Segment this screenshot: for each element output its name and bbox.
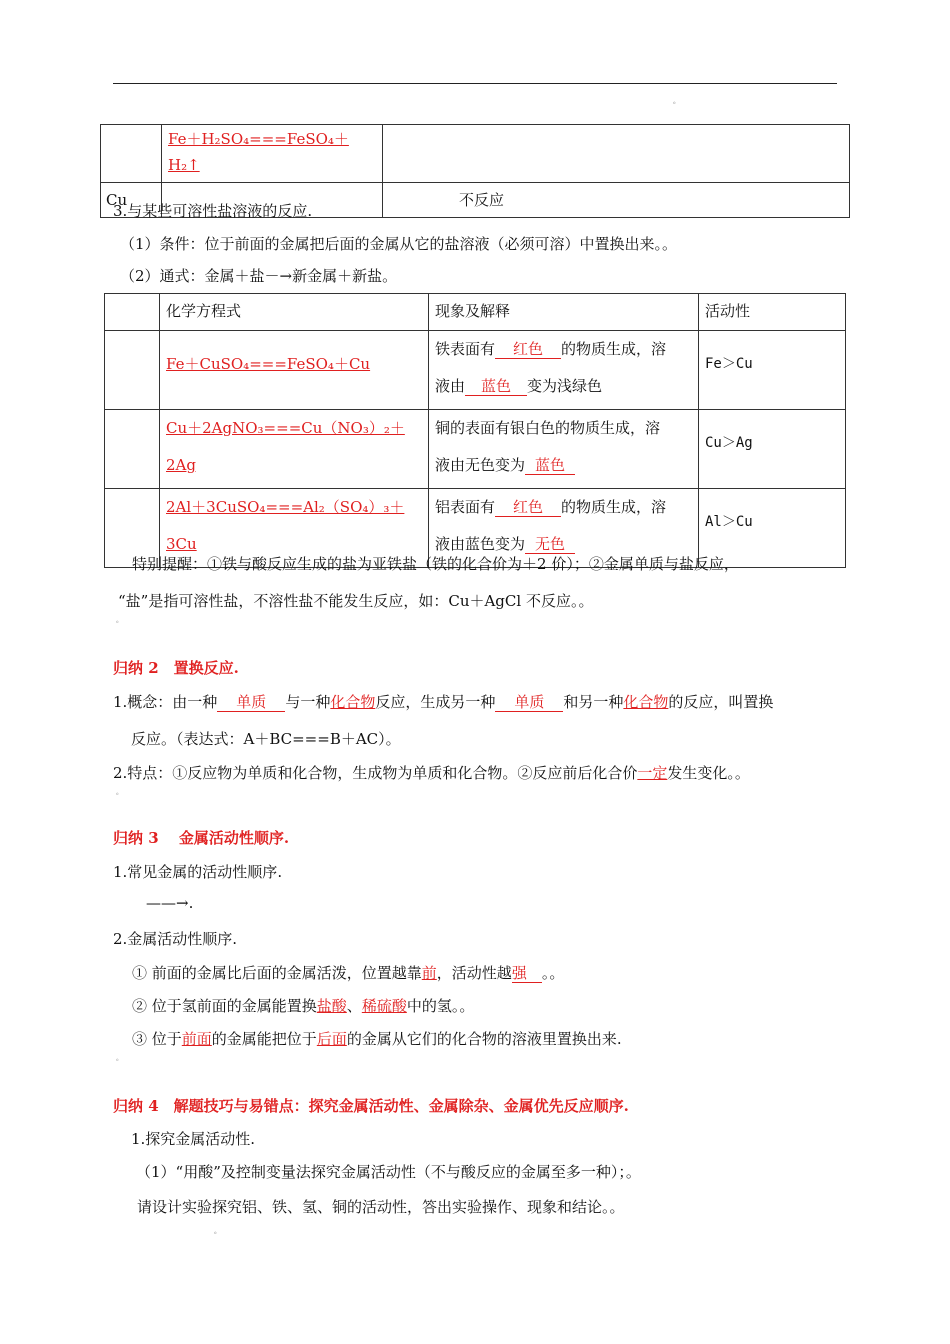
equation-cu-agno3: Cu＋2AgNO₃===Cu（NO₃）₂＋ (166, 419, 405, 437)
text: ① 前面的金属比后面的金属活泼，位置越靠 (132, 964, 422, 982)
summary4-point1: 1.探究金属活动性. (131, 1130, 256, 1148)
summary3-item2 (132, 995, 474, 1016)
header-equation: 化学方程式 (166, 302, 242, 320)
paragraph-mark: 。 (116, 788, 123, 796)
text: 的金属从它们的化合物的溶液里置换出来. (346, 1030, 622, 1048)
summary2-heading: 归纳 2 置换反应. (113, 659, 239, 677)
activity-fe-cu: Fe＞Cu (705, 356, 753, 372)
text: 2.特点：①反应物为单质和化合物，生成物为单质和化合物。②反应前后化合价 (113, 764, 638, 782)
phenomenon-text: 的物质生成，溶 (561, 498, 667, 516)
summary2-concept-cont: 反应。（表达式：A＋BC===B＋AC）。 (131, 730, 401, 748)
text: 和另一种 (563, 693, 624, 711)
table-row (105, 331, 846, 410)
text: 的反应，叫置换 (668, 693, 774, 711)
fill-blank: 强 (512, 964, 542, 983)
text: 、 (346, 997, 362, 1015)
activity-cu-ag: Cu＞Ag (705, 435, 753, 451)
summary3-point2: 2.金属活动性顺序. (113, 930, 238, 948)
text: ③ 位于 (132, 1030, 182, 1048)
phenomenon-text: 铜的表面有银白色的物质生成，溶 (435, 419, 661, 437)
result-no-reaction: 不反应 (459, 191, 505, 209)
fill-underlined: 稀硫酸 (361, 997, 407, 1015)
equation-fe-h2so4: Fe＋H₂SO₄===FeSO₄＋H₂↑ (168, 130, 349, 174)
equation-fe-cuso4: Fe＋CuSO₄===FeSO₄＋Cu (166, 355, 371, 373)
summary4-point3: 请设计实验探究铝、铁、氢、铜的活动性，答出实验操作、现象和结论。。 (137, 1198, 625, 1216)
text: 反应，生成另一种 (375, 693, 496, 711)
fill-blank: 红色 (495, 498, 561, 517)
equation-al-cuso4: 2Al＋3CuSO₄===Al₂（SO₄）₃＋ (166, 498, 405, 516)
fill-underlined: 盐酸 (316, 997, 347, 1015)
fill-blank: 单质 (495, 693, 563, 712)
summary2-concept (113, 691, 773, 712)
header-mark: 。 (673, 97, 680, 105)
reminder-line-1: 特别提醒：①铁与酸反应生成的盐为亚铁盐（铁的化合价为＋2 价）；②金属单质与盐反应， (132, 555, 739, 573)
reminder-line-2: “盐”是指可溶性盐，不溶性盐不能发生反应，如：Cu＋AgCl 不反应。。 (118, 592, 594, 610)
text: 的金属能把位于 (211, 1030, 317, 1048)
text: ② 位于氢前面的金属能置换 (132, 997, 317, 1015)
summary3-item3 (132, 1028, 622, 1049)
text: 中的氢。。 (406, 997, 475, 1015)
fill-underlined: 前 (421, 964, 437, 982)
footer-mark: 。 (214, 1227, 221, 1235)
text: 发生变化。。 (667, 764, 750, 782)
equation-cu-agno3-cont: 2Ag (166, 456, 196, 474)
paragraph-mark: 。 (116, 616, 123, 624)
table-row (101, 125, 850, 183)
fill-underlined: 化合物 (623, 693, 669, 711)
phenomenon-text: 变为浅绿色 (527, 377, 603, 395)
fill-underlined: 化合物 (330, 693, 376, 711)
fill-blank: 蓝色 (465, 377, 527, 396)
section3-condition: （1）条件：位于前面的金属把后面的金属从它的盐溶液（必须可溶）中置换出来。。 (120, 235, 678, 253)
fill-underlined: 后面 (316, 1030, 347, 1048)
section3-title: 3.与某些可溶性盐溶液的反应. (113, 202, 313, 220)
paragraph-mark: 。 (116, 1054, 123, 1062)
header-rule (113, 83, 837, 84)
summary4-point2: （1）“用酸”及控制变量法探究金属活动性（不与酸反应的金属至多一种）；。 (136, 1163, 641, 1181)
header-activity: 活动性 (705, 302, 751, 320)
fill-blank: 单质 (217, 693, 285, 712)
phenomenon-text: 液由 (435, 377, 466, 395)
phenomenon-text: 铝表面有 (435, 498, 496, 516)
fill-underlined: 一定 (637, 764, 668, 782)
table-row (105, 410, 846, 489)
phenomenon-text: 液由无色变为 (435, 456, 526, 474)
fill-blank: 无色 (525, 535, 575, 554)
phenomenon-text: 的物质生成，溶 (561, 340, 667, 358)
summary3-arrow: ——→. (146, 894, 194, 912)
table-salt-reactions (104, 293, 846, 568)
activity-al-cu: Al＞Cu (705, 514, 753, 530)
summary4-heading: 归纳 4 解题技巧与易错点：探究金属活动性、金属除杂、金属优先反应顺序. (113, 1097, 629, 1115)
summary2-feature (113, 762, 750, 783)
summary3-item1 (132, 962, 564, 983)
header-phenomenon: 现象及解释 (435, 302, 511, 320)
fill-underlined: 前面 (181, 1030, 212, 1048)
text: 。。 (541, 964, 565, 982)
table-header-row (105, 294, 846, 331)
fill-blank: 红色 (495, 340, 561, 359)
phenomenon-text: 液由蓝色变为 (435, 535, 526, 553)
text: ，活动性越 (436, 964, 512, 982)
phenomenon-text: 铁表面有 (435, 340, 496, 358)
summary3-point1: 1.常见金属的活动性顺序. (113, 863, 283, 881)
fill-blank: 蓝色 (525, 456, 575, 475)
text: 与一种 (285, 693, 331, 711)
equation-al-cuso4-cont: 3Cu (166, 535, 197, 553)
text: 1.概念：由一种 (113, 693, 218, 711)
metal-cu: Cu (106, 191, 128, 209)
section3-formula: （2）通式：金属＋盐－→新金属＋新盐。 (120, 267, 398, 285)
summary3-heading: 归纳 3 金属活动性顺序. (113, 829, 290, 847)
